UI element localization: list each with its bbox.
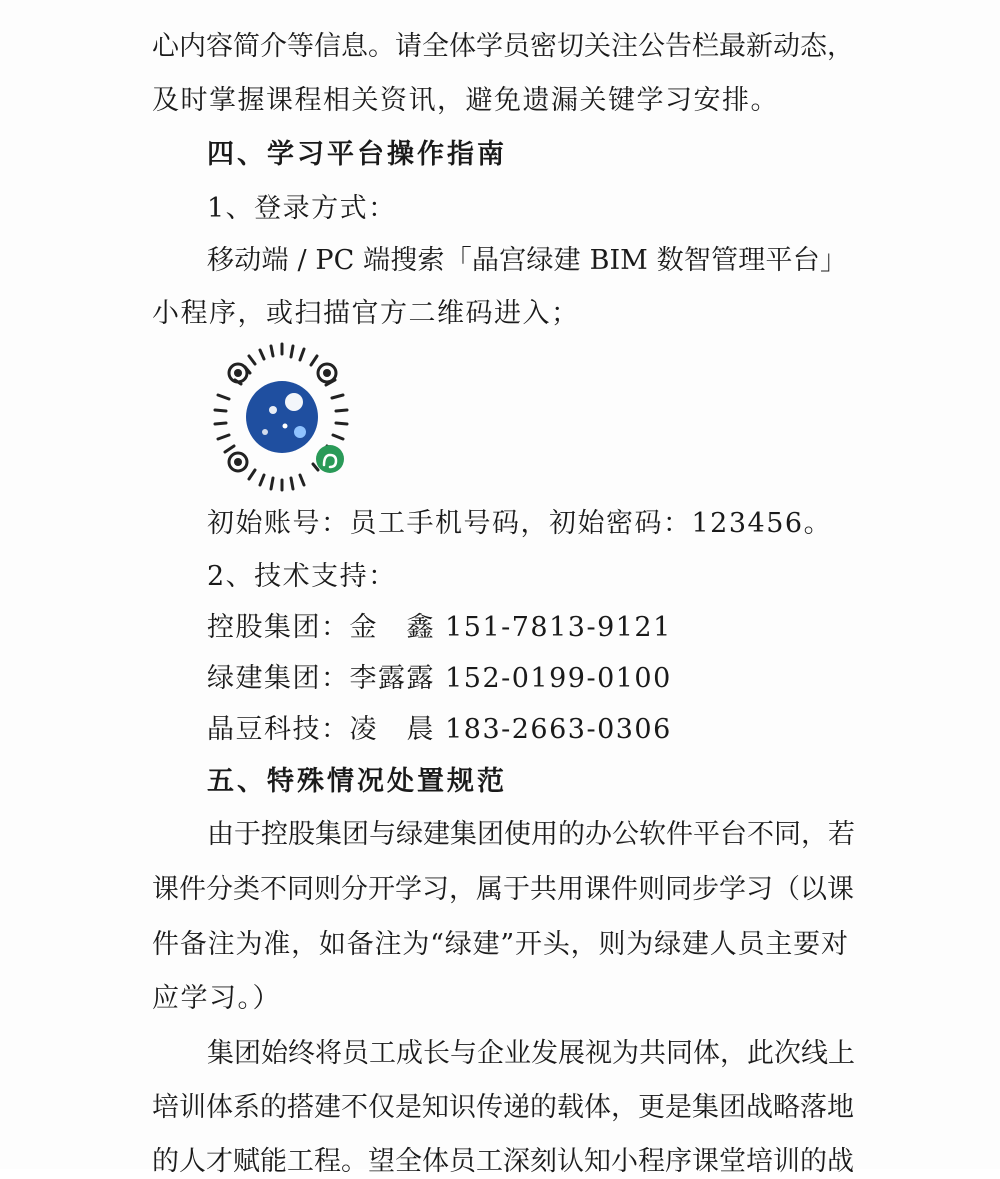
section5-para1-line1: 由于控股集团与绿建集团使用的办公软件平台不同，若 xyxy=(207,819,855,850)
text-line-1: 心内容简介等信息。请全体学员密切关注公告栏最新动态， xyxy=(152,31,854,62)
mini-program-qr-code-icon xyxy=(205,340,360,495)
section5-para1-line2: 课件分类不同则分开学习，属于共用课件则同步学习（以课 xyxy=(152,874,854,905)
tech-support-title: 2、技术支持： xyxy=(207,561,397,592)
text-line-2: 及时掌握课程相关资讯，避免遗漏关键学习安排。 xyxy=(152,85,779,116)
section5-para2-line1: 集团始终将员工成长与企业发展视为共同体，此次线上 xyxy=(207,1038,855,1069)
contact-holding-group: 控股集团：金 鑫 151-7813-9121 xyxy=(207,612,672,643)
section5-para1-line3: 件备注为准，如备注为“绿建”开头，则为绿建人员主要对 xyxy=(152,929,848,960)
section5-para2-line3: 的人才赋能工程。望全体员工深刻认知小程序课堂培训的战 xyxy=(152,1146,854,1177)
login-method-line-2: 小程序，或扫描官方二维码进入； xyxy=(152,298,580,329)
section5-para2-line2: 培训体系的搭建不仅是知识传递的载体，更是集团战略落地 xyxy=(152,1092,854,1123)
initial-account-text: 初始账号：员工手机号码，初始密码：123456。 xyxy=(207,508,833,539)
section-heading-4: 四、学习平台操作指南 xyxy=(207,139,507,170)
login-method-title: 1、登录方式： xyxy=(207,193,397,224)
contact-jingdou-tech: 晶豆科技：凌 晨 183-2663-0306 xyxy=(207,714,672,745)
mini-program-badge-icon xyxy=(316,445,344,473)
contact-green-building-group: 绿建集团：李露露 152-0199-0100 xyxy=(207,663,672,694)
login-method-line-1: 移动端 / PC 端搜索「晶宫绿建 BIM 数智管理平台」 xyxy=(207,245,847,276)
qr-center-logo xyxy=(246,381,318,453)
section5-para1-line4: 应学习。） xyxy=(152,983,281,1014)
section-heading-5: 五、特殊情况处置规范 xyxy=(207,766,507,797)
